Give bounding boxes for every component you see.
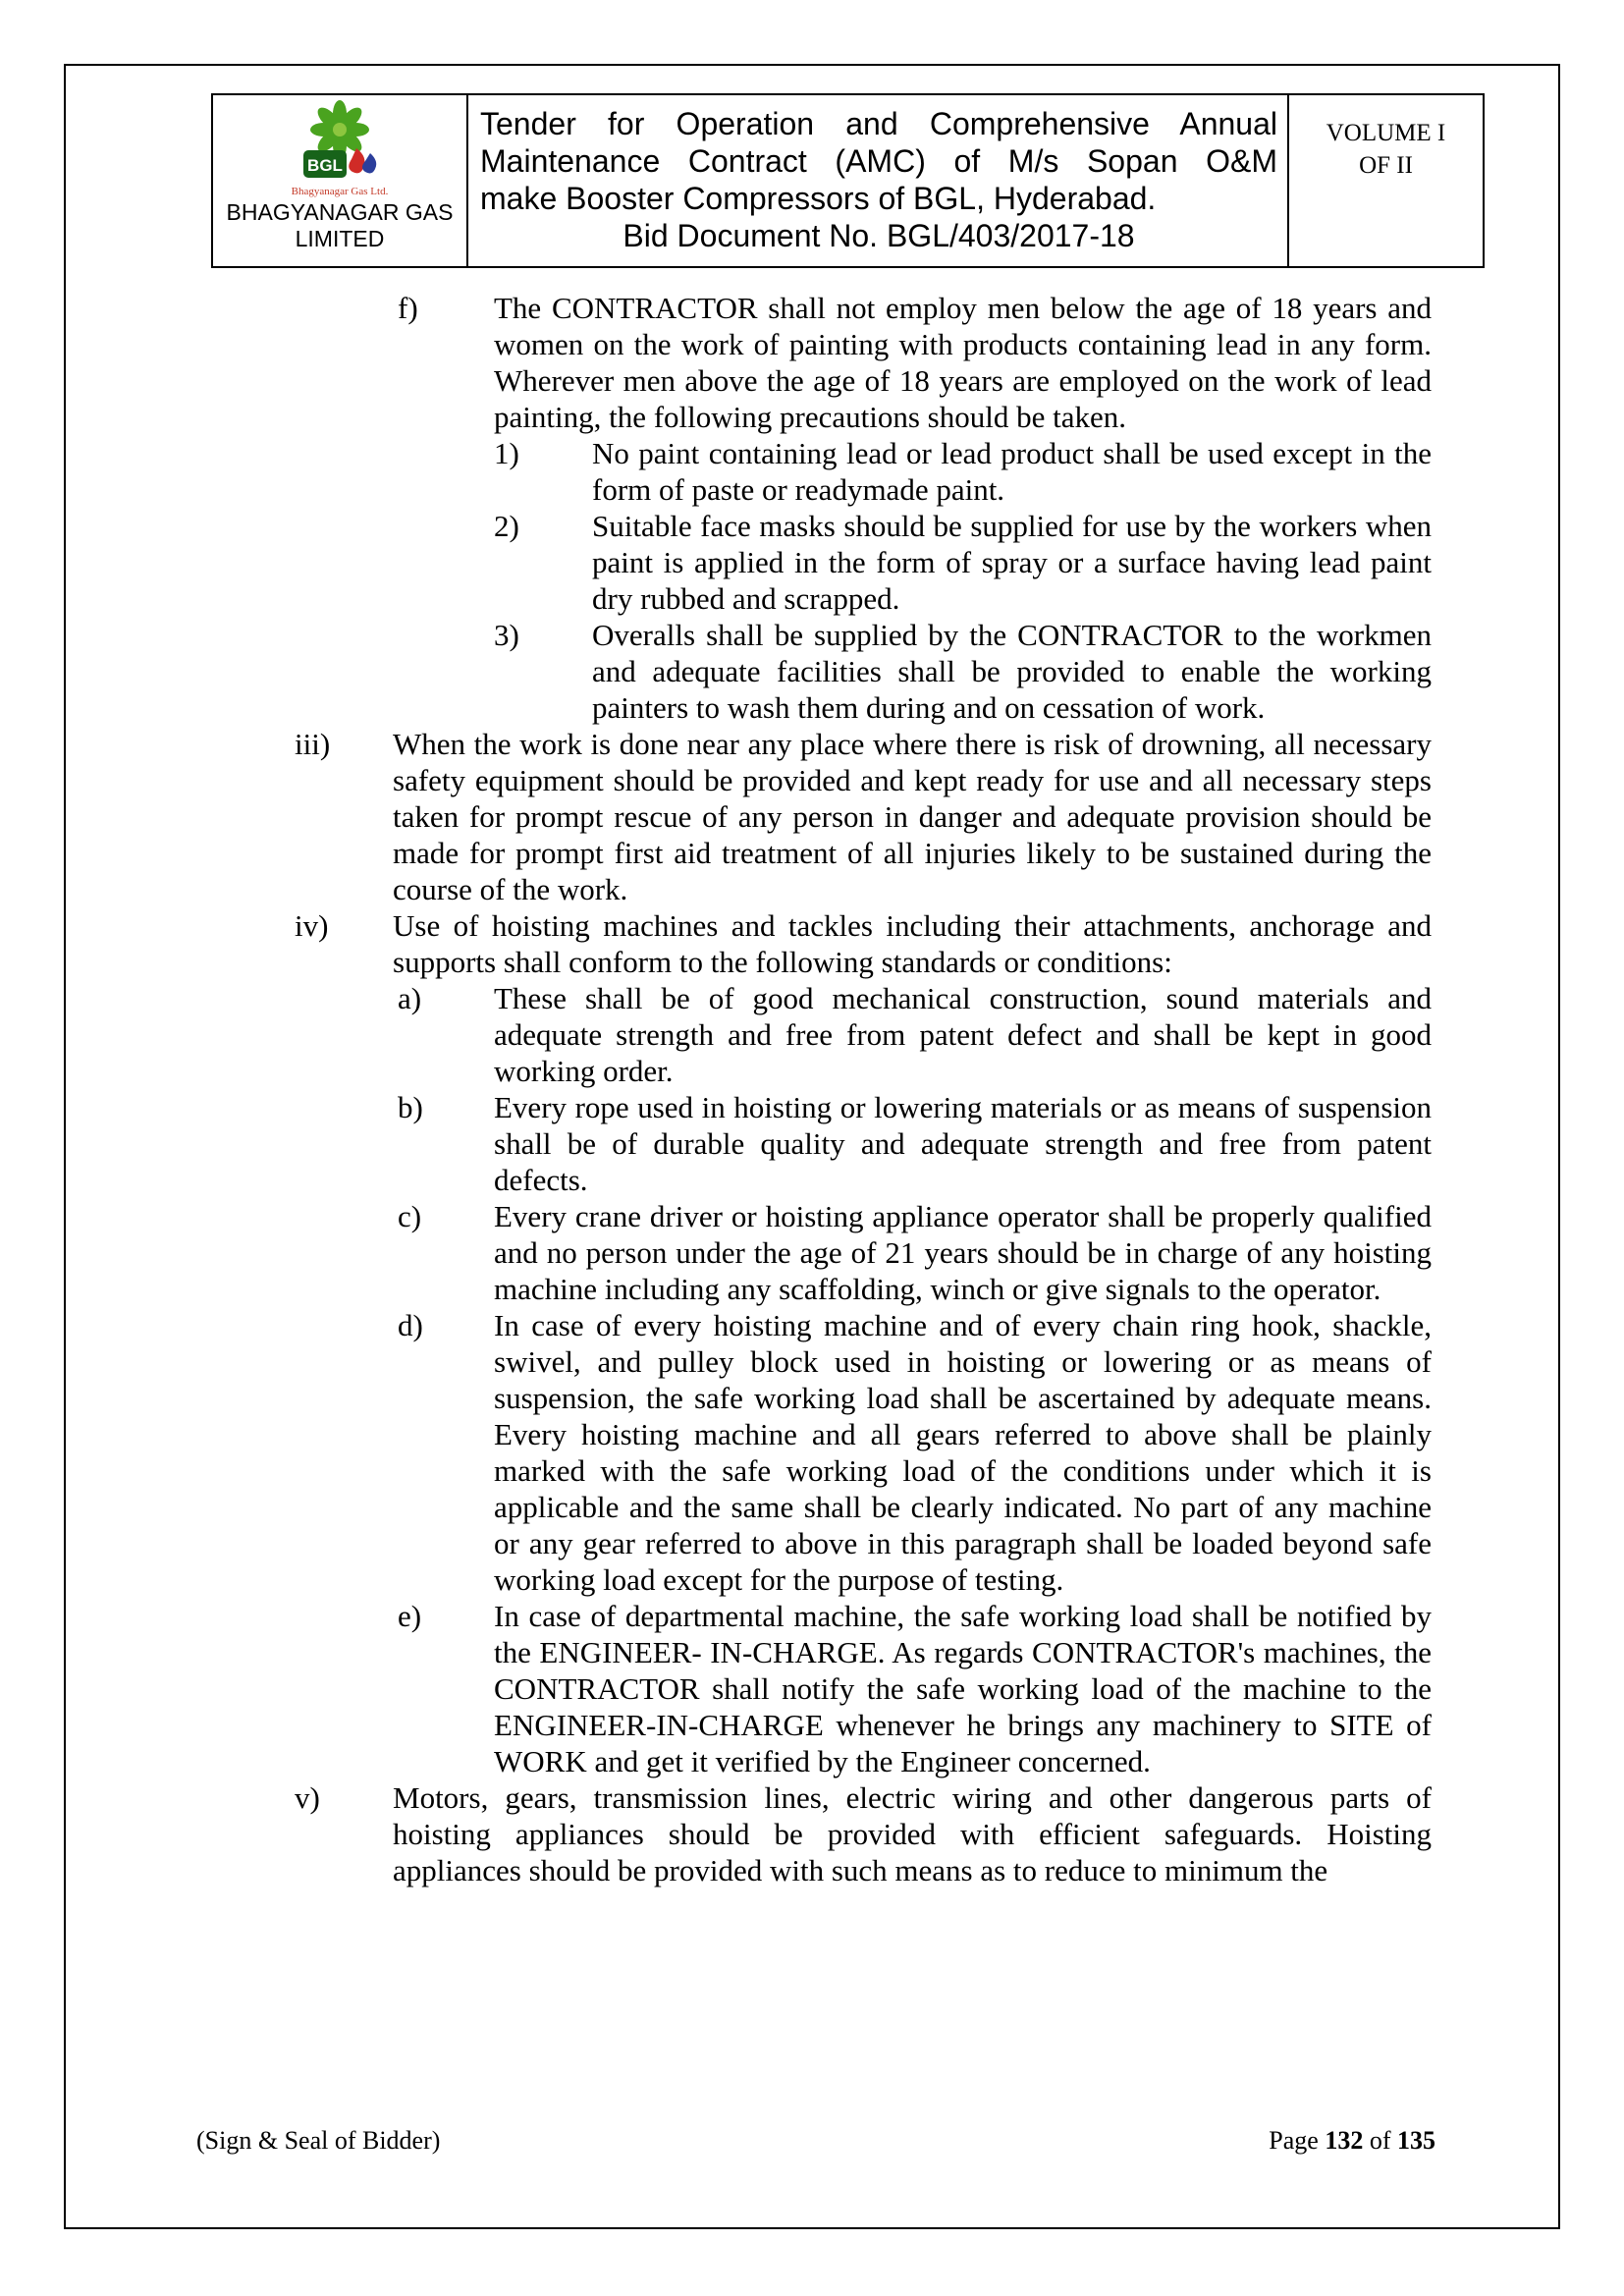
of-word: of bbox=[1369, 2126, 1391, 2155]
list-item-1 bbox=[66, 435, 1432, 508]
list-item-label: iii) bbox=[295, 727, 331, 761]
tender-title-line2: Maintenance Contract (AMC) of M/s Sopan O&M bbox=[480, 143, 1277, 179]
current-page-number: 132 bbox=[1325, 2126, 1364, 2155]
list-item-text: No paint containing lead or lead product shall be used except in the form of paste or readymade paint. bbox=[592, 436, 1432, 507]
list-item-iv bbox=[66, 907, 1432, 980]
list-item-text: Every rope used in hoisting or lowering materials or as means of suspension shall be of durable quality and adequate strength and free from patent defects. bbox=[494, 1090, 1432, 1197]
page-word: Page bbox=[1269, 2126, 1319, 2155]
list-item-v bbox=[66, 1779, 1432, 1888]
list-item-label: v) bbox=[295, 1780, 320, 1815]
volume-line1: VOLUME I bbox=[1326, 120, 1446, 146]
list-item-text: Every crane driver or hoisting appliance operator shall be properly qualified and no person under the age of 21 years should be in charge of any hoisting machine including any scaffolding, winch or give signals to the operator. bbox=[494, 1199, 1432, 1306]
list-item-text: Suitable face masks should be supplied for use by the workers when paint is applied in the form of spray or a surface having lead paint dry rubbed and scrapped. bbox=[592, 509, 1432, 616]
list-item-text: Motors, gears, transmission lines, electric wiring and other dangerous parts of hoisting appliances should be provided with efficient safeguards. Hoisting appliances should be provided with such means as to reduce to minimum the bbox=[393, 1780, 1432, 1887]
volume-cell bbox=[1289, 95, 1483, 266]
list-item-label: d) bbox=[398, 1308, 423, 1342]
bid-document-number: Bid Document No. BGL/403/2017-18 bbox=[623, 218, 1135, 253]
document-body bbox=[66, 290, 1558, 1888]
logo-acronym-text: BGL bbox=[307, 156, 343, 175]
page-footer bbox=[196, 2126, 1435, 2156]
list-item-a bbox=[66, 980, 1432, 1089]
list-item-label: iv) bbox=[295, 908, 329, 943]
total-page-number: 135 bbox=[1397, 2126, 1435, 2155]
list-item-label: a) bbox=[398, 981, 422, 1015]
list-item-label: b) bbox=[398, 1090, 423, 1124]
logo-tagline: Bhagyanagar Gas Ltd. bbox=[291, 186, 389, 197]
tender-title-line1: Tender for Operation and Comprehensive Annual bbox=[480, 106, 1277, 141]
logo-flame-blue-icon bbox=[362, 153, 376, 173]
list-item-text: These shall be of good mechanical construction, sound materials and adequate strength and free from patent defect and shall be kept in good working order. bbox=[494, 981, 1432, 1088]
list-item-label: c) bbox=[398, 1199, 422, 1233]
list-item-3 bbox=[66, 617, 1432, 726]
logo-cell bbox=[213, 95, 468, 266]
list-item-text: Use of hoisting machines and tackles including their attachments, anchorage and supports shall conform to the following standards or conditions: bbox=[393, 908, 1432, 979]
company-name bbox=[227, 199, 454, 252]
list-item-e bbox=[66, 1598, 1432, 1779]
title-cell bbox=[468, 95, 1289, 266]
list-item-label: 3) bbox=[494, 618, 519, 652]
volume-line2: OF II bbox=[1359, 152, 1413, 179]
list-item-text: In case of departmental machine, the safe working load shall be notified by the ENGINEER- IN-CHARGE. As regards CONTRACTOR's machines, the CONTRACTOR shall notify the safe working load of the machine to the ENGINEER-IN-CHARGE whenever he brings any machinery to SITE of WORK and get it verified by the Engineer concerned. bbox=[494, 1599, 1432, 1778]
list-item-label: 1) bbox=[494, 436, 519, 470]
list-item-f bbox=[66, 290, 1432, 435]
list-item-b bbox=[66, 1089, 1432, 1198]
list-item-text: The CONTRACTOR shall not employ men below the age of 18 years and women on the work of painting with products containing lead in any form. Wherever men above the age of 18 years are employed on the work of lead painting, the following precautions should be taken. bbox=[494, 291, 1432, 434]
logo-flower-center bbox=[333, 123, 347, 137]
logo-flame-red-icon bbox=[349, 148, 364, 173]
list-item-iii bbox=[66, 726, 1432, 907]
list-item-label: f) bbox=[398, 291, 418, 325]
list-item-c bbox=[66, 1198, 1432, 1307]
bgl-logo bbox=[266, 99, 413, 197]
company-name-line2: LIMITED bbox=[295, 226, 385, 251]
company-name-line1: BHAGYANAGAR GAS bbox=[226, 199, 454, 225]
page-number-indicator bbox=[1269, 2126, 1435, 2156]
tender-title-line3: make Booster Compressors of BGL, Hyderabad. bbox=[480, 181, 1157, 216]
sign-seal-note: (Sign & Seal of Bidder) bbox=[196, 2126, 441, 2155]
list-item-label: 2) bbox=[494, 509, 519, 543]
header-table bbox=[211, 93, 1485, 268]
page-border bbox=[64, 64, 1560, 2229]
list-item-label: e) bbox=[398, 1599, 422, 1633]
list-item-d bbox=[66, 1307, 1432, 1598]
list-item-text: Overalls shall be supplied by the CONTRACTOR to the workmen and adequate facilities shall be provided to enable the working painters to wash them during and on cessation of work. bbox=[592, 618, 1432, 725]
list-item-text: When the work is done near any place where there is risk of drowning, all necessary safety equipment should be provided and kept ready for use and all necessary steps taken for prompt rescue of any person in danger and adequate provision should be made for prompt first aid treatment of all injuries likely to be sustained during the course of the work. bbox=[393, 727, 1432, 906]
list-item-2 bbox=[66, 508, 1432, 617]
list-item-text: In case of every hoisting machine and of every chain ring hook, shackle, swivel, and pulley block used in hoisting or lowering or as means of suspension, the safe working load shall be ascertained by adequate means. Every hoisting machine and all gears referred to above shall be plainly marked with the safe working load of the conditions under which it is applicable and the same shall be clearly indicated. No part of any machine or any gear referred to above in this paragraph shall be loaded beyond safe working load except for the purpose of testing. bbox=[494, 1308, 1432, 1597]
